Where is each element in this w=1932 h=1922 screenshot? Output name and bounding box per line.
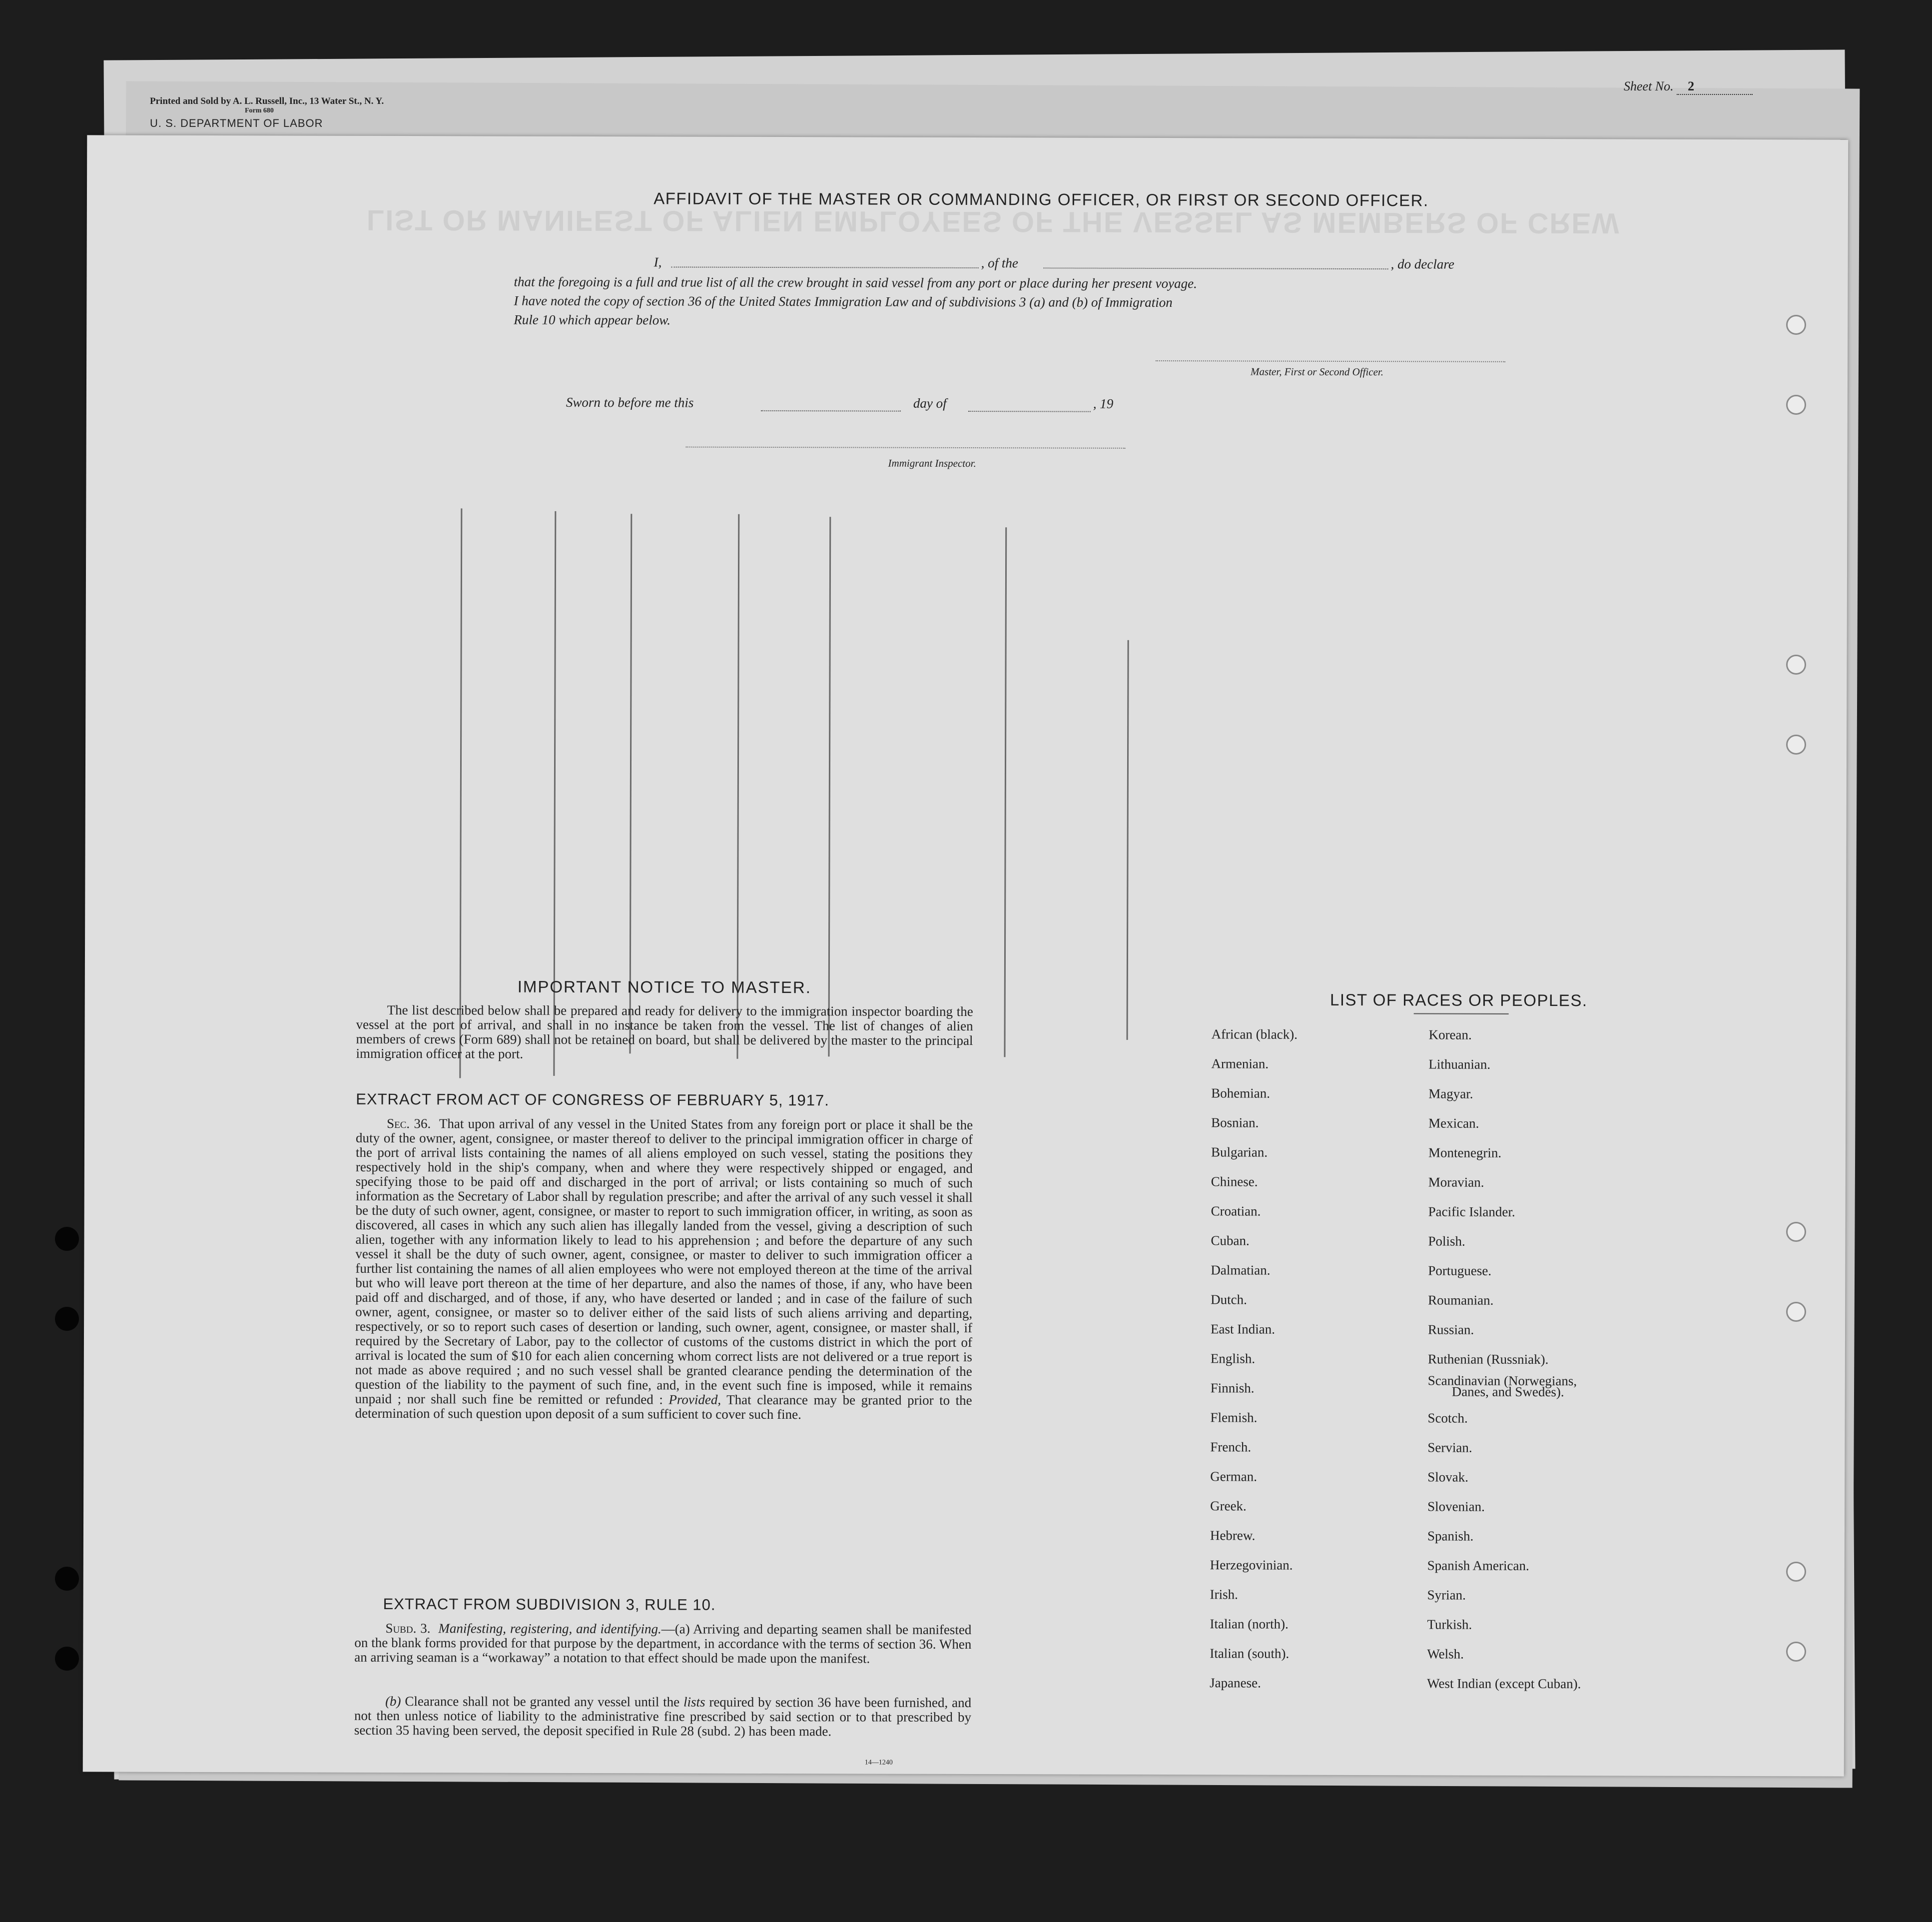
sheet-number-label: Sheet No. — [1624, 79, 1674, 93]
race-item: Italian (north). — [1210, 1616, 1288, 1632]
affidavit-i: I, — [653, 254, 662, 270]
bleed-through-heading: LIST OR MANIFEST OF ALIEN EMPLOYEES OF THE VESSEL AS MEMBERS OF CREW — [366, 203, 1620, 240]
affidavit-title: AFFIDAVIT OF THE MASTER OR COMMANDING OFFICER, OR FIRST OR SECOND OFFICER. — [653, 189, 1429, 210]
notice-title: IMPORTANT NOTICE TO MASTER. — [517, 977, 811, 997]
race-item: African (black). — [1211, 1026, 1298, 1042]
name-blank — [671, 266, 979, 268]
race-item: Hebrew. — [1210, 1528, 1256, 1543]
race-item: Japanese. — [1210, 1675, 1261, 1691]
race-item-continued: Danes, and Swedes). — [1451, 1384, 1564, 1400]
races-title-rule — [1414, 1013, 1509, 1014]
punch-hole — [1786, 735, 1806, 755]
race-item: Korean. — [1428, 1027, 1472, 1042]
section-label: Sec. 36. — [387, 1115, 431, 1131]
rule-extract-a — [354, 1621, 971, 1666]
subdivision-b-text-1: Clearance shall not be granted any vessel until the — [405, 1694, 680, 1710]
notice-body: The list described below shall be prepared and ready for delivery to the immigration inspector boarding the vessel at the port of arrival, and shall in no instance be taken from the vessel. The list of changes of alien members of crews (Form 689) shall not be retained on board, but shall be delivered by the master to the principal immigration officer at the port. — [356, 1002, 973, 1061]
punch-hole — [1786, 1302, 1806, 1322]
race-item: Herzegovinian. — [1210, 1557, 1293, 1573]
races-left-column — [1210, 1026, 1297, 1705]
race-item: West Indian (except Cuban). — [1427, 1676, 1581, 1692]
race-item: Slovak. — [1427, 1469, 1469, 1485]
provided-word: Provided, — [668, 1392, 721, 1407]
inspector-caption: Immigrant Inspector. — [888, 457, 976, 470]
race-item: Lithuanian. — [1428, 1056, 1491, 1072]
vessel-blank — [1044, 267, 1388, 269]
race-item: Pacific Islander. — [1428, 1204, 1515, 1219]
subdivision-b-text-2: required by section 36 have been furnished, and not then unless notice of liability to the administrative fine prescribed by said section or to that prescribed by section 35 having been served, the deposit specified in Rule 28 (subd. 2) has been made. — [354, 1694, 972, 1739]
race-item: Dutch. — [1211, 1292, 1247, 1307]
lists-word: lists — [683, 1694, 705, 1710]
rule-extract-b — [354, 1694, 971, 1739]
race-item: Mexican. — [1428, 1115, 1479, 1131]
race-item: German. — [1210, 1469, 1258, 1484]
signature-caption: Master, First or Second Officer. — [1251, 365, 1384, 378]
affidavit-line-4: Rule 10 which appear below. — [514, 312, 671, 328]
race-item: Spanish American. — [1427, 1558, 1529, 1573]
race-item: Turkish. — [1427, 1617, 1472, 1632]
signature-line — [1156, 360, 1505, 362]
punch-hole — [1786, 655, 1806, 675]
race-item: French. — [1210, 1439, 1252, 1455]
form-number: Form 680 — [245, 107, 274, 114]
section-36-text: That upon arrival of any vessel in the United States from any foreign port or place it shall be the duty of the owner, agent, consignee, or master thereof to deliver to the principal immigration officer in charge of the port of arrival lists containing the names of all aliens employed on such vessel, stating the positions they respectively hold in the ship's company, when and where they were respectively shipped or engaged, and specifying those to be paid off and discharged in the port of arrival; or lists containing so much of such information as the Secretary of Labor shall by regulation prescribe; and after the arrival of any such vessel it shall be the duty of such owner, agent, consignee, or master to report to such immigration officer, in writing, as soon as discovered, all cases in which any such alien has illegally landed from the vessel, giving a description of such alien, together with any information likely to lead to his apprehension ; and before the departure of any such vessel it shall be the duty of such owner, agent, consignee, or master to deliver to such immigration officer a further list containing the names of all alien employees who were not employed thereon at the time of the arrival but who will leave port thereon at the time of her departure, and also the names of those, if any, who have been paid off and discharged, and of those, if any, who have deserted or landed ; and in case of the failure of such owner, agent, consignee, or master so to deliver either of the said lists of such aliens arriving and departing, respectively, or so to report such cases of desertion or landing, such owner, agent, consignee, or master shall, if required by the Secretary of Labor, pay to the collector of customs of the customs district in which the port of arrival is located the sum of $10 for each alien concerning whom correct lists are not delivered or a true report is not made as above required ; and no such vessel shall be granted clearance pending the determination of the question of the liability to the payment of such fine, and, in the event such fine is imposed, while it remains unpaid ; nor shall such fine be remitted or refunded : — [355, 1116, 973, 1407]
races-title: LIST OF RACES OR PEOPLES. — [1329, 990, 1588, 1010]
punch-hole — [1786, 1222, 1806, 1242]
race-item: Bulgarian. — [1211, 1144, 1268, 1160]
act-extract-body — [355, 1116, 973, 1422]
punch-hole — [1786, 1562, 1806, 1582]
binder-hole — [55, 1227, 79, 1251]
manifest-page — [83, 135, 1849, 1776]
year-text: , 19 — [1093, 396, 1114, 411]
department-name: U. S. DEPARTMENT OF LABOR — [150, 117, 323, 129]
rule-extract-title: EXTRACT FROM SUBDIVISION 3, RULE 10. — [383, 1595, 716, 1614]
column-rule-7 — [1127, 640, 1129, 1040]
sworn-month-blank — [968, 411, 1091, 412]
race-item: Magyar. — [1428, 1086, 1473, 1101]
race-item: Chinese. — [1211, 1174, 1258, 1189]
race-item: Greek. — [1210, 1498, 1247, 1514]
race-item: Ruthenian (Russniak). — [1427, 1351, 1549, 1367]
race-item: Montenegrin. — [1428, 1145, 1502, 1160]
race-item: East Indian. — [1211, 1321, 1276, 1337]
race-item: Servian. — [1427, 1440, 1472, 1455]
affidavit-line-3: I have noted the copy of section 36 of the United States Immigration Law and of subdivisions 3 (a) and (b) of Immigration — [514, 293, 1173, 310]
race-item: Finnish. — [1210, 1380, 1255, 1396]
form-code: 14—1240 — [864, 1759, 893, 1767]
printer-imprint: Printed and Sold by A. L. Russell, Inc., 13 Water St., N. Y. — [150, 96, 384, 106]
race-item: Scandinavian (Norwegians, Danes, and Swedes). — [1428, 1374, 1582, 1411]
sheet-number-value: 2 — [1677, 79, 1753, 95]
race-item: Irish. — [1210, 1587, 1238, 1602]
affidavit-text — [514, 252, 1573, 332]
binder-hole — [55, 1567, 79, 1591]
form-header — [150, 96, 699, 136]
punch-hole — [1786, 1642, 1806, 1662]
race-item: Polish. — [1428, 1233, 1465, 1249]
race-item: English. — [1210, 1351, 1256, 1366]
punch-hole — [1786, 395, 1806, 415]
race-item: Flemish. — [1210, 1410, 1258, 1425]
column-rule-3 — [629, 514, 632, 1053]
column-rule-5 — [828, 517, 831, 1056]
sheet-number — [1624, 79, 1753, 95]
race-item: Slovenian. — [1427, 1499, 1485, 1514]
punch-hole — [1786, 315, 1806, 335]
inspector-signature-line — [686, 447, 1126, 449]
race-item: Spanish. — [1427, 1528, 1474, 1544]
races-right-column — [1427, 1027, 1583, 1706]
race-item: Welsh. — [1427, 1646, 1464, 1662]
column-rule-6 — [1004, 527, 1007, 1057]
affidavit-line-2: that the foregoing is a full and true list of all the crew brought in said vessel from any port or place during her present voyage. — [514, 274, 1197, 291]
race-item: Bohemian. — [1211, 1085, 1271, 1101]
column-rule-4 — [736, 514, 739, 1059]
race-item: Armenian. — [1211, 1056, 1269, 1071]
race-item: Syrian. — [1427, 1587, 1466, 1603]
subdivision-heading: Manifesting, registering, and identifying. — [438, 1621, 661, 1637]
subdivision-a-text: —(a) Arriving and departing seamen shall be manifested on the blank forms provided for that purpose by the department, in accordance with the terms of section 36. When an arriving seaman is a “workaway” a notation to that effect should be made upon the manifest. — [354, 1621, 972, 1666]
race-item: Bosnian. — [1211, 1115, 1259, 1130]
race-item: Portuguese. — [1428, 1263, 1492, 1278]
race-item: Croatian. — [1211, 1203, 1261, 1219]
act-extract-title: EXTRACT FROM ACT OF CONGRESS OF FEBRUARY 5, 1917. — [356, 1090, 829, 1109]
affidavit-of-the: , of the — [981, 255, 1018, 271]
race-item: Dalmatian. — [1211, 1262, 1271, 1278]
race-item: Moravian. — [1428, 1174, 1484, 1190]
day-of-text: day of — [913, 395, 947, 411]
binder-hole — [55, 1647, 79, 1671]
race-item: Roumanian. — [1428, 1292, 1494, 1308]
sworn-line — [566, 395, 1266, 412]
subdivision-label: Subd. 3. — [385, 1620, 431, 1636]
race-item: Scotch. — [1427, 1410, 1468, 1426]
sworn-text: Sworn to before me this — [566, 394, 694, 410]
race-item: Cuban. — [1211, 1233, 1250, 1248]
section-36-end: That clearance may be granted prior to the determination of such question upon deposit of a sum sufficient to cover such fine. — [355, 1392, 972, 1422]
affidavit-do-declare: , do declare — [1390, 256, 1454, 272]
race-item: Italian (south). — [1210, 1646, 1289, 1661]
subdivision-b-label: (b) — [385, 1693, 401, 1709]
sworn-day-blank — [761, 410, 901, 412]
race-item: Russian. — [1428, 1322, 1474, 1337]
binder-hole — [55, 1307, 79, 1331]
